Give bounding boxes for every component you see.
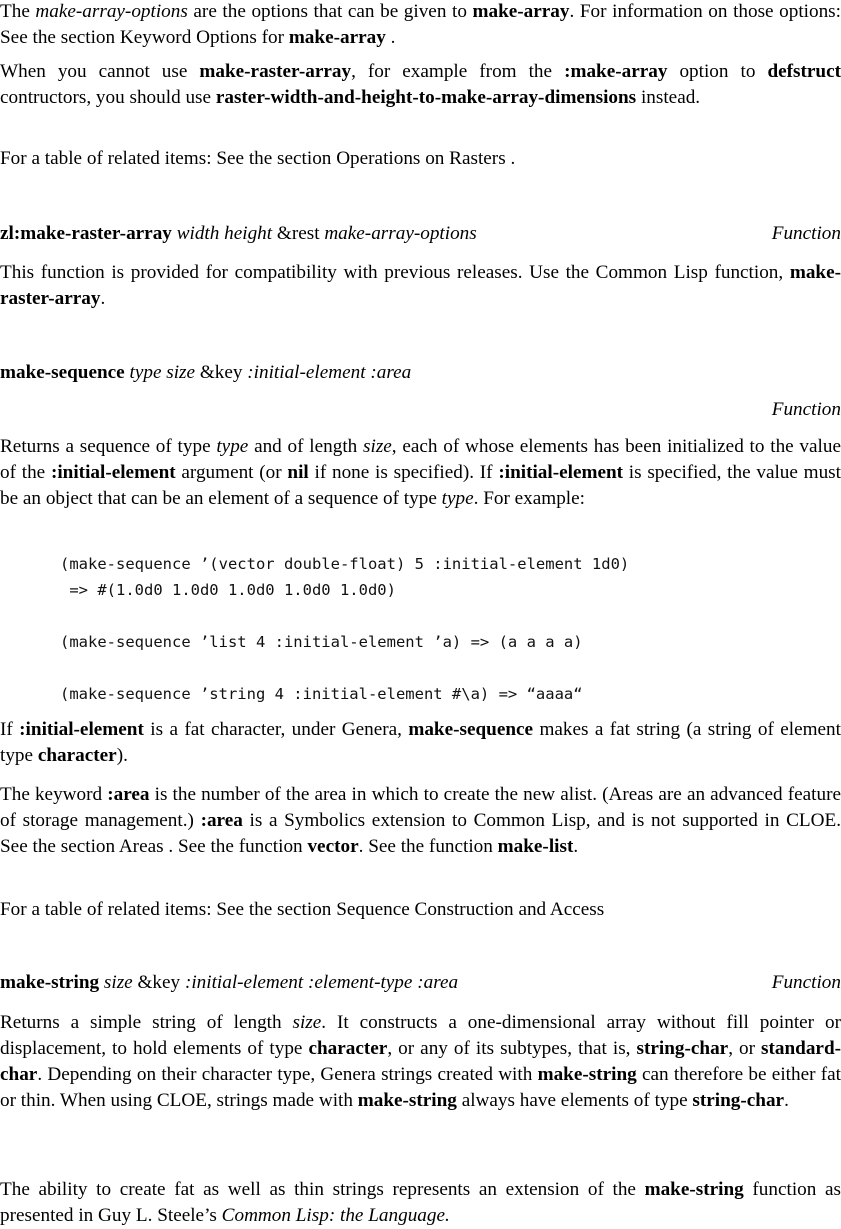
function-name: make-sequence <box>0 362 125 383</box>
intro-related-items: For a table of related items: See the section Operations on Rasters . <box>0 148 516 169</box>
make-sequence-related-items: For a table of related items: See the section Sequence Construction and Access <box>0 899 605 920</box>
function-signature-zl-make-raster-array: zl:make-raster-array width height &rest make-array-options Function <box>0 221 841 247</box>
category-label: Function <box>771 399 841 420</box>
function-name: make-string <box>0 972 100 993</box>
make-sequence-area-note: The keyword :area is the number of the area in which to create the new alist. (Areas are an advanced feature of storage management.) :area is a Symbolics extension to Common Lisp, and is not supported in CLOE. See the section Areas . See the function vector. See the function make-list. <box>0 784 841 857</box>
intro-paragraph-1: The make-array-options are the options that can be given to make-array. For information on those options: See the section Keyword Options for make-array . <box>0 1 841 48</box>
category-label: Function <box>771 972 841 993</box>
code-example-line: (make-sequence ’string 4 :initial-element #\a) => “aaaa“ <box>60 685 583 703</box>
function-name: zl:make-raster-array <box>0 223 172 244</box>
zl-make-raster-array-description: This function is provided for compatibility with previous releases. Use the Common Lisp function, make-raster-array. <box>0 262 841 309</box>
make-sequence-description: Returns a sequence of type type and of length size, each of whose elements has been initialized to the value of the :initial-element argument (or nil if none is specified). If :initial-element is specified, the value must be an object that can be an element of a sequence of type type. For example: <box>0 436 841 509</box>
code-example-line: (make-sequence ’(vector double-float) 5 :initial-element 1d0) <box>60 555 630 573</box>
make-sequence-fat-character-note: If :initial-element is a fat character, under Genera, make-sequence makes a fat string (a string of element type character). <box>0 719 841 766</box>
make-string-extension-note: The ability to create fat as well as thin strings represents an extension of the make-string function as presented in Guy L. Steele’s Common Lisp: the Language. <box>0 1179 841 1226</box>
function-signature-make-sequence: make-sequence type size &key :initial-element :area <box>0 362 412 383</box>
make-string-description: Returns a simple string of length size. It constructs a one-dimensional array without fill pointer or displacement, to hold elements of type character, or any of its subtypes, that is, string-char, or standard-char. Depending on their character type, Genera strings created with make-string can therefore be either fat or thin. When using CLOE, strings made with make-string always have elements of type string-char. <box>0 1012 841 1111</box>
code-example-line: (make-sequence ’list 4 :initial-element ’a) => (a a a a) <box>60 633 583 651</box>
category-label: Function <box>771 223 841 244</box>
function-signature-make-string: make-string size &key :initial-element :element-type :area Function <box>0 970 841 996</box>
code-example-line: => #(1.0d0 1.0d0 1.0d0 1.0d0 1.0d0) <box>60 581 396 599</box>
intro-paragraph-2: When you cannot use make-raster-array, for example from the :make-array option to defstruct contructors, you should use raster-width-and-height-to-make-array-dimensions instead. <box>0 61 841 108</box>
